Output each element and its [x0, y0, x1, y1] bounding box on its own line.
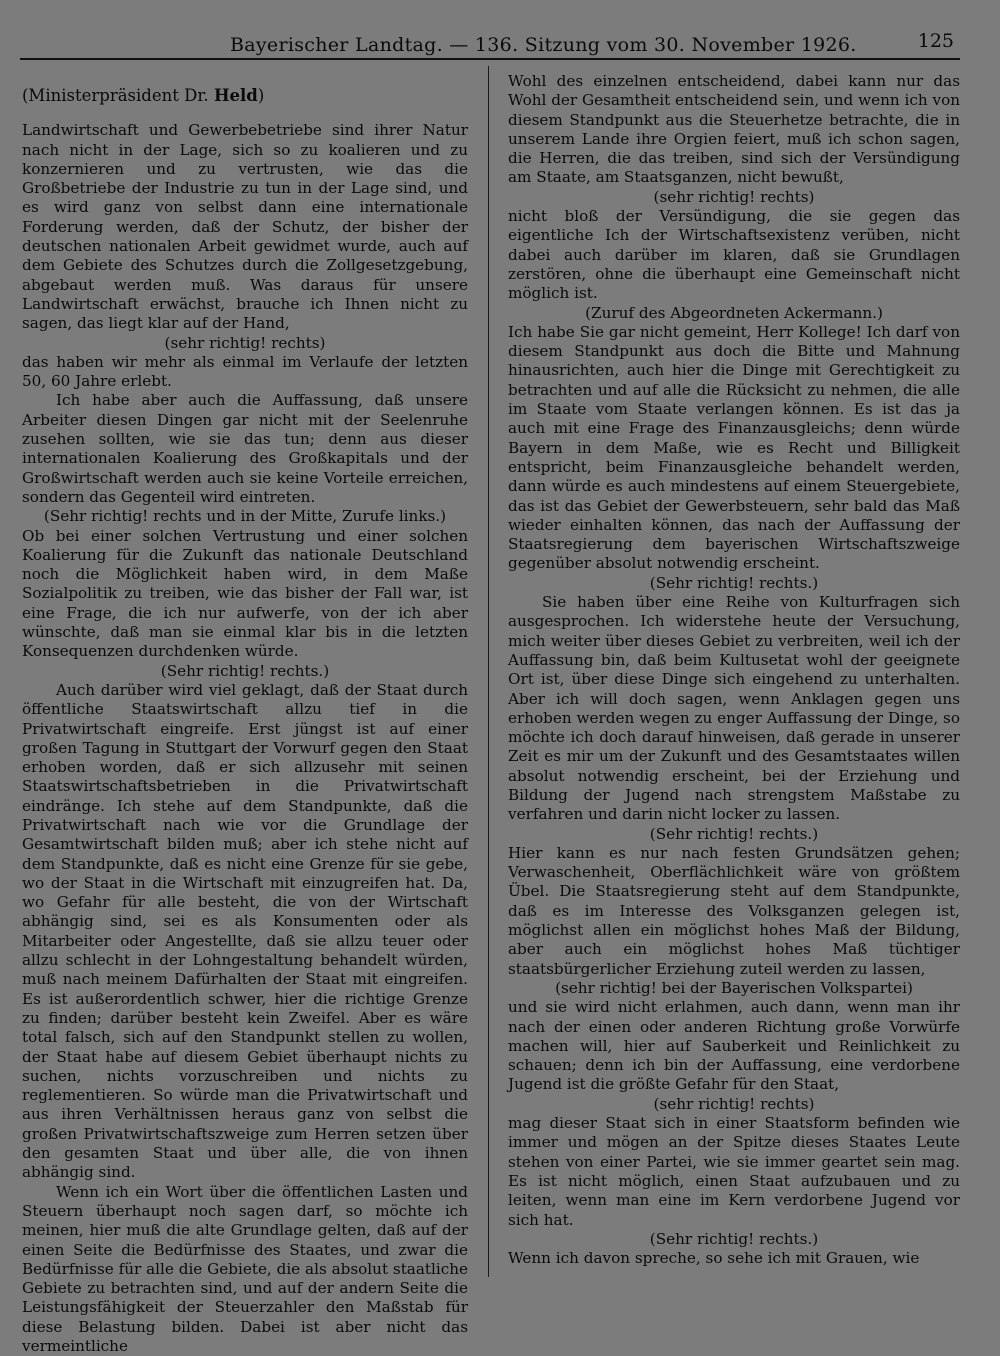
right-column	[508, 72, 960, 1289]
interjection: (sehr richtig! rechts)	[164, 333, 326, 352]
paragraph: nicht bloß der Versündigung, die sie gegen das eigentliche Ich der Wirtschaftsexistenz verüben, nicht dabei auch darüber im klaren, daß sie Grundlagen zerstören, ohne die überhaupt eine Gemeinschaft nicht möglich ist.	[508, 207, 960, 303]
paragraph: Hier kann es nur nach festen Grundsätzen gehen; Verwaschenheit, Oberflächlichkeit wäre von größtem Übel. Die Staatsregierung steht auf dem Standpunkte, daß es im Interesse des Volksganzen gelegen ist, möglichst allen ein möglichst hohes Maß der Bildung, aber auch ein möglichst hohes Maß tüchtiger staatsbürgerlicher Erziehung zuteil werden zu lassen,	[508, 843, 960, 978]
interjection: (Sehr richtig! rechts.)	[649, 1229, 819, 1248]
interjection: (Sehr richtig! rechts.)	[160, 661, 330, 680]
speaker-name: Held	[213, 86, 258, 105]
speaker-prefix: (Ministerpräsident Dr.	[22, 86, 209, 105]
paragraph: mag dieser Staat sich in einer Staatsform befinden wie immer und mögen an der Spitze dieses Staates Leute stehen von einer Partei, wie sie immer geartet sein mag. Es ist nicht möglich, einen Staat aufzubauen und zu leiten, wenn man eine im Kern verdorbene Jugend vor sich hat.	[508, 1114, 960, 1229]
speaker-line	[22, 86, 468, 105]
interjection: (Sehr richtig! rechts.)	[649, 824, 819, 843]
speaker-suffix: )	[257, 86, 265, 105]
column-divider	[488, 66, 489, 1277]
interjection: (sehr richtig! bei der Bayerischen Volkspartei)	[555, 978, 913, 997]
left-column	[22, 72, 468, 1355]
paragraph: Wenn ich ein Wort über die öffentlichen Lasten und Steuern überhaupt noch sagen darf, so möchte ich meinen, hier muß die alte Grundlage gelten, daß auf der einen Seite die Bedürfnisse des Staates, und zwar die Bedürfnisse für alle die Gebiete, die als absolut staatliche Gebiete zu betrachten sind, und auf der andern Seite die Leistungsfähigkeit der Steuerzahler den Maßstab für diese Belastung bilden. Dabei ist aber nicht das vermeintliche	[22, 1182, 468, 1355]
interjection: (Zuruf des Abgeordneten Ackermann.)	[585, 303, 883, 322]
interjection: (Sehr richtig! rechts.)	[649, 573, 819, 592]
header-title: Bayerischer Landtag. — 136. Sitzung vom 30. November 1926.	[230, 34, 857, 56]
interjection: (sehr richtig! rechts)	[653, 187, 815, 206]
page-number: 125	[917, 30, 954, 52]
paragraph: Landwirtschaft und Gewerbebetriebe sind ihrer Natur nach nicht in der Lage, sich so zu koalieren und zu konzernieren und zu vertrusten, wie das die Großbetriebe der Industrie zu tun in der Lage sind, und es wird ganz von selbst dann eine internationale Forderung werden, daß der Schutz, der bisher der deutschen nationalen Arbeit gewidmet wurde, auch auf dem Gebiete des Schutzes durch die Zollgesetzgebung, abgebaut werden muß. Was daraus für unsere Landwirtschaft erwächst, brauche ich Ihnen nicht zu sagen, das liegt klar auf der Hand,	[22, 121, 468, 333]
paragraph: Wohl des einzelnen entscheidend, dabei kann nur das Wohl der Gesamtheit entscheidend sein, und wenn ich von diesem Standpunkt aus die Steuerhetze betrachte, die in unserem Lande ihre Orgien feiert, muß ich schon sagen, die Herren, die das treiben, sind sich der Versündigung am Staate, am Staatsganzen, nicht bewußt,	[508, 72, 960, 187]
paragraph: Wenn ich davon spreche, so sehe ich mit Grauen, wie	[508, 1249, 920, 1268]
interjection: (Sehr richtig! rechts und in der Mitte, Zurufe links.)	[43, 507, 447, 526]
paragraph: Ich habe aber auch die Auffassung, daß unsere Arbeiter diesen Dingen gar nicht mit der Seelenruhe zusehen sollten, wie sie das tun; denn aus dieser internationalen Koalierung des Großkapitals und der Großwirtschaft werden auch sie keine Vorteile erreichen, sondern das Gegenteil wird eintreten.	[22, 391, 468, 506]
header-rule	[20, 58, 960, 60]
paragraph: Sie haben über eine Reihe von Kulturfragen sich ausgesprochen. Ich widerstehe heute der Versuchung, mich weiter über dieses Gebiet zu verbreiten, weil ich der Auffassung bin, daß beim Kultusetat wohl der geeignete Ort ist, über diese Dinge sich eingehend zu unterhalten. Aber ich will doch sagen, wenn Anklagen gegen uns erhoben werden wegen zu enger Auffassung der Dinge, so möchte ich doch darauf hinweisen, daß gerade in unserer Zeit es mir um der Zukunft und des Gesamtstaates willen absolut notwendig erscheint, bei der Erziehung und Bildung der Jugend nach strengstem Maßstabe zu verfahren und darin nicht locker zu lassen.	[508, 593, 960, 824]
paragraph: Auch darüber wird viel geklagt, daß der Staat durch öffentliche Staatswirtschaft allzu tief in die Privatwirtschaft eingreife. Erst jüngst ist auf einer großen Tagung in Stuttgart der Vorwurf gegen den Staat erhoben worden, daß er sich allzusehr mit seinen Staatswirtschaftsbetrieben in die Privatwirtschaft eindränge. Ich stehe auf dem Standpunkte, daß die Privatwirtschaft nach wie vor die Grundlage der Gesamtwirtschaft bilden muß; aber ich stehe nicht auf dem Standpunkte, daß es nicht eine Grenze für sie gebe, wo der Staat in die Wirtschaft mit einzugreifen hat. Da, wo Gefahr für alle besteht, die von der Wirtschaft abhängig sind, sei es als Konsumenten oder als Mitarbeiter oder Angestellte, daß sie allzu teuer oder allzu schlecht in der Lohngestaltung behandelt würden, muß nach meinem Dafürhalten der Staat mit eingreifen. Es ist außerordentlich schwer, hier die richtige Grenze zu finden; darüber besteht kein Zweifel. Aber es wäre total falsch, sich auf den Standpunkt stellen zu wollen, der Staat habe auf diesem Gebiet überhaupt nichts zu suchen, nichts vorzuschreiben und nichts zu reglementieren. So würde man die Privatwirtschaft und aus ihren Verhältnissen heraus ganz von selbst die großen Privatwirtschaftszweige zum Herren setzen über den gesamten Staat und über alle, die von ihnen abhängig sind.	[22, 680, 468, 1182]
paragraph: das haben wir mehr als einmal im Verlaufe der letzten 50, 60 Jahre erlebt.	[22, 352, 468, 391]
paragraph: und sie wird nicht erlahmen, auch dann, wenn man ihr nach der einen oder anderen Richtung große Vorwürfe machen will, hier auf Sauberkeit und Reinlichkeit zu schauen; denn ich bin der Auffassung, eine verdorbene Jugend ist die größte Gefahr für den Staat,	[508, 998, 960, 1094]
paragraph: Ich habe Sie gar nicht gemeint, Herr Kollege! Ich darf von diesem Standpunkt aus doch die Bitte und Mahnung hinausrichten, auch hier die Dinge mit Gerechtigkeit zu betrachten und auf alle die Rücksicht zu nehmen, die alle im Staate vom Staate verlangen können. Es ist das ja auch mit eine Frage des Finanzausgleichs; denn würde Bayern in dem Maße, wie es Recht und Billigkeit entspricht, beim Finanzausgleiche behandelt werden, dann würde es auch mindestens auf einem Steuergebiete, das ist das Gebiet der Gewerbsteuern, sehr bald das Maß wieder einhalten können, das nach der Auffassung der Staatsregierung dem bayerischen Wirtschaftszweige gegenüber absolut notwendig erscheint.	[508, 322, 960, 573]
interjection: (sehr richtig! rechts)	[653, 1094, 815, 1113]
page-header	[20, 32, 960, 58]
paragraph: Ob bei einer solchen Vertrustung und einer solchen Koalierung für die Zukunft das nationale Deutschland noch die Möglichkeit haben wird, in dem Maße Sozialpolitik zu treiben, wie das bisher der Fall war, ist eine Frage, die ich nur aufwerfe, von der ich aber wünschte, daß man sie einmal klar bis in die letzten Konsequenzen durchdenken würde.	[22, 526, 468, 661]
